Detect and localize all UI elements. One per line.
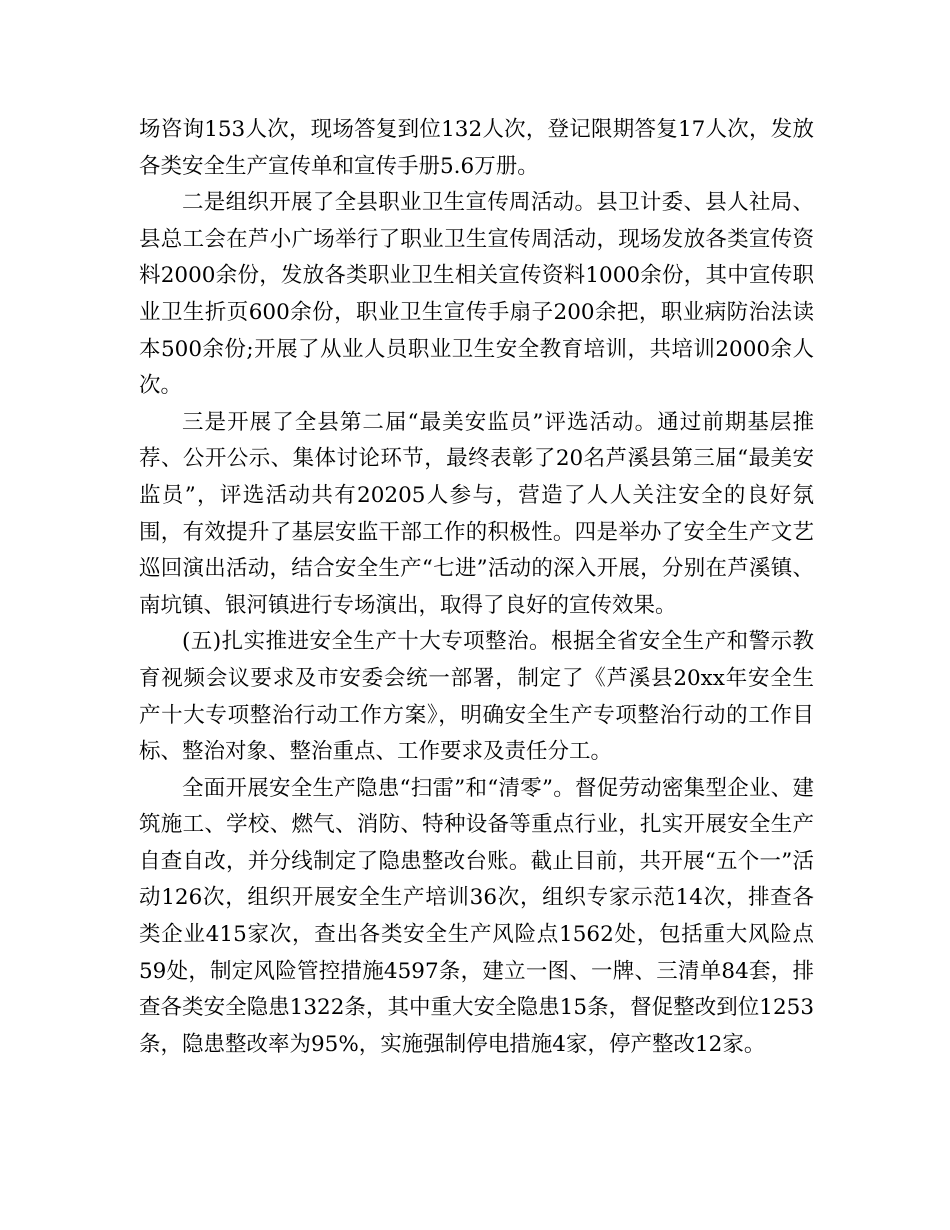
- paragraph-best-inspector-selection: 三是开展了全县第二届“最美安监员”评选活动。通过前期基层推荐、公开公示、集体讨论环节，最终表彰了20名芦溪县第三届“最美安监员”，评选活动共有20205人参与，营造了人人关注安全的良好氛围，有效提升了基层安监干部工作的积极性。四是举办了安全生产文艺巡回演出活动，结合安全生产“七进”活动的深入开展，分别在芦溪镇、南坑镇、银河镇进行专场演出，取得了良好的宣传效果。: [139, 409, 814, 618]
- paragraph-special-rectification: (五)扎实推进安全生产十大专项整治。根据全省安全生产和警示教育视频会议要求及市安委会统一部署，制定了《芦溪县20xx年安全生产十大专项整治行动工作方案》，明确安全生产专项整治行动的工作目标、整治对象、整治重点、工作要求及责任分工。: [139, 629, 814, 765]
- paragraph-occupational-health-week: 二是组织开展了全县职业卫生宣传周活动。县卫计委、县人社局、县总工会在芦小广场举行了职业卫生宣传周活动，现场发放各类宣传资料2000余份，发放各类职业卫生相关宣传资料1000余份，其中宣传职业卫生折页600余份，职业卫生宣传手扇子200余把，职业病防治法读本500余份;开展了从业人员职业卫生安全教育培训，共培训2000余人次。: [139, 190, 814, 399]
- document-body: [139, 112, 814, 1063]
- paragraph-hazard-clearance: 全面开展安全生产隐患“扫雷”和“清零”。督促劳动密集型企业、建筑施工、学校、燃气、消防、特种设备等重点行业，扎实开展安全生产自查自改，并分线制定了隐患整改台账。截止目前，共开展“五个一”活动126次，组织开展安全生产培训36次，组织专家示范14次，排查各类企业415家次，查出各类安全生产风险点1562处，包括重大风险点59处，制定风险管控措施4597条，建立一图、一牌、三清单84套，排查各类安全隐患1322条，其中重大安全隐患15条，督促整改到位1253条，隐患整改率为95%，实施强制停电措施4家，停产整改12家。: [139, 775, 814, 1057]
- paragraph-continuation: 场咨询153人次，现场答复到位132人次，登记限期答复17人次，发放各类安全生产宣传单和宣传手册5.6万册。: [139, 117, 814, 179]
